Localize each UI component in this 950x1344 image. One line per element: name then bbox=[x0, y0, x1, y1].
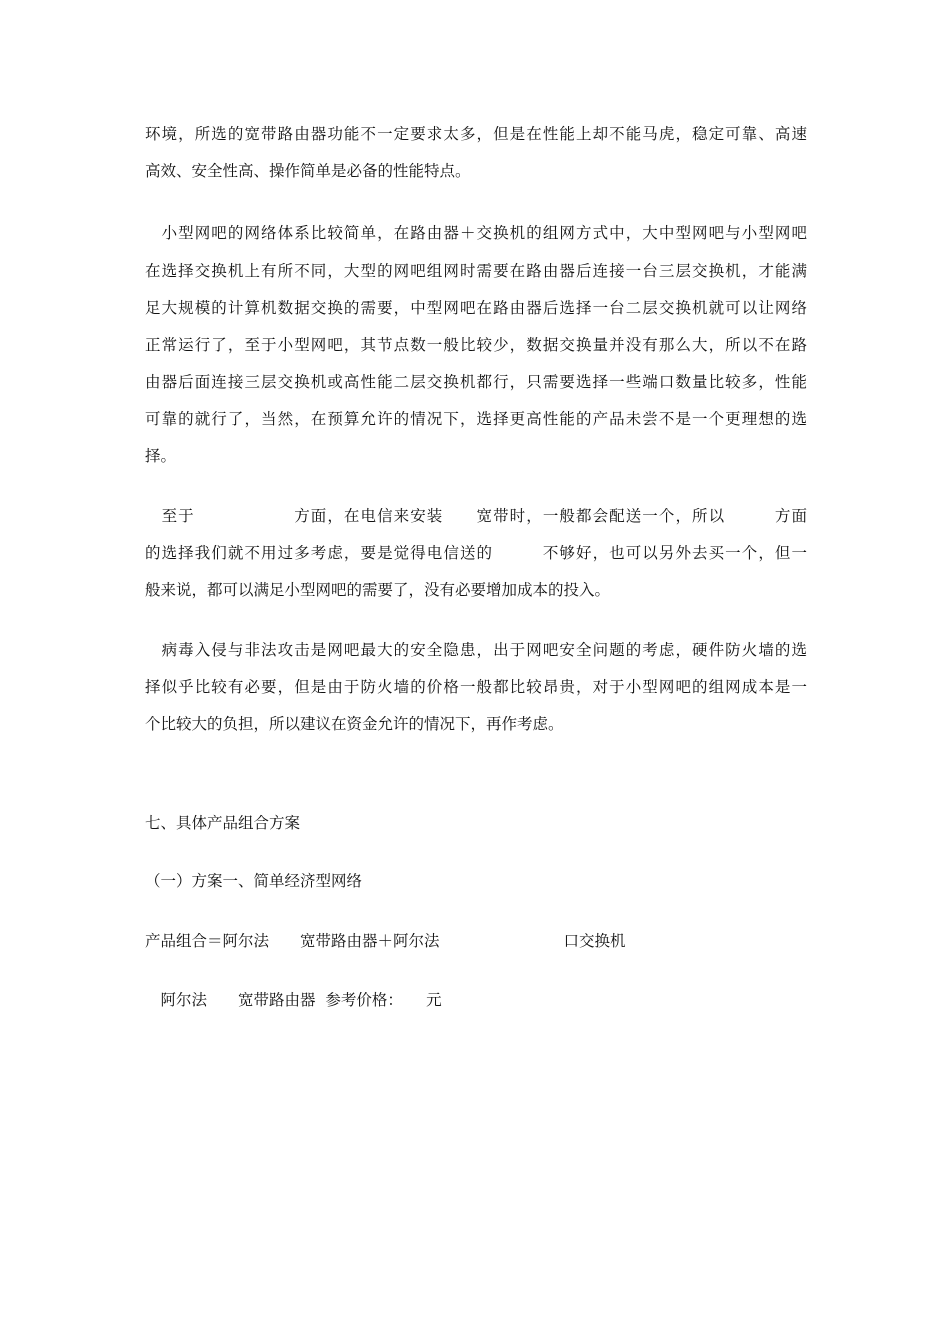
product-combination: 产品组合＝阿尔法 宽带路由器＋阿尔法 口交换机 bbox=[145, 932, 626, 950]
paragraph-3-line-3: 般来说，都可以满足小型网吧的需要了，没有必要增加成本的投入。 bbox=[145, 581, 611, 599]
paragraph-2-line-1: 小型网吧的网络体系比较简单，在路由器＋交换机的组网方式中，大中型网吧与小型网吧 bbox=[145, 224, 807, 242]
paragraph-3-line-2: 的选择我们就不用过多考虑，要是觉得电信送的 不够好，也可以另外去买一个，但一 bbox=[145, 544, 807, 562]
paragraph-4-line-2: 择似乎比较有必要，但是由于防火墙的价格一般都比较昂贵，对于小型网吧的组网成本是一 bbox=[145, 678, 807, 696]
paragraph-2-line-6: 可靠的就行了，当然，在预算允许的情况下，选择更高性能的产品未尝不是一个更理想的选 bbox=[145, 410, 807, 428]
paragraph-1-line-2: 高效、安全性高、操作简单是必备的性能特点。 bbox=[145, 162, 471, 180]
paragraph-2-line-7: 择。 bbox=[145, 447, 177, 465]
paragraph-4-line-1: 病毒入侵与非法攻击是网吧最大的安全隐患，出于网吧安全问题的考虑，硬件防火墙的选 bbox=[145, 641, 807, 659]
subsection-heading: （一）方案一、简单经济型网络 bbox=[145, 872, 363, 890]
paragraph-4-line-3: 个比较大的负担，所以建议在资金允许的情况下，再作考虑。 bbox=[145, 715, 564, 733]
paragraph-1-line-1: 环境，所选的宽带路由器功能不一定要求太多，但是在性能上却不能马虎，稳定可靠、高速 bbox=[145, 125, 807, 143]
paragraph-2-line-2: 在选择交换机上有所不同，大型的网吧组网时需要在路由器后连接一台三层交换机，才能满 bbox=[145, 262, 807, 280]
price-line: 阿尔法 宽带路由器 参考价格： 元 bbox=[145, 991, 442, 1009]
section-heading: 七、具体产品组合方案 bbox=[145, 814, 301, 832]
paragraph-2-line-3: 足大规模的计算机数据交换的需要，中型网吧在路由器后选择一台二层交换机就可以让网络 bbox=[145, 299, 807, 317]
paragraph-2-line-5: 由器后面连接三层交换机或高性能二层交换机都行，只需要选择一些端口数量比较多，性能 bbox=[145, 373, 807, 391]
paragraph-3-line-1: 至于 方面，在电信来安装 宽带时，一般都会配送一个，所以 方面 bbox=[145, 507, 807, 525]
paragraph-2-line-4: 正常运行了，至于小型网吧，其节点数一般比较少，数据交换量并没有那么大，所以不在路 bbox=[145, 336, 807, 354]
